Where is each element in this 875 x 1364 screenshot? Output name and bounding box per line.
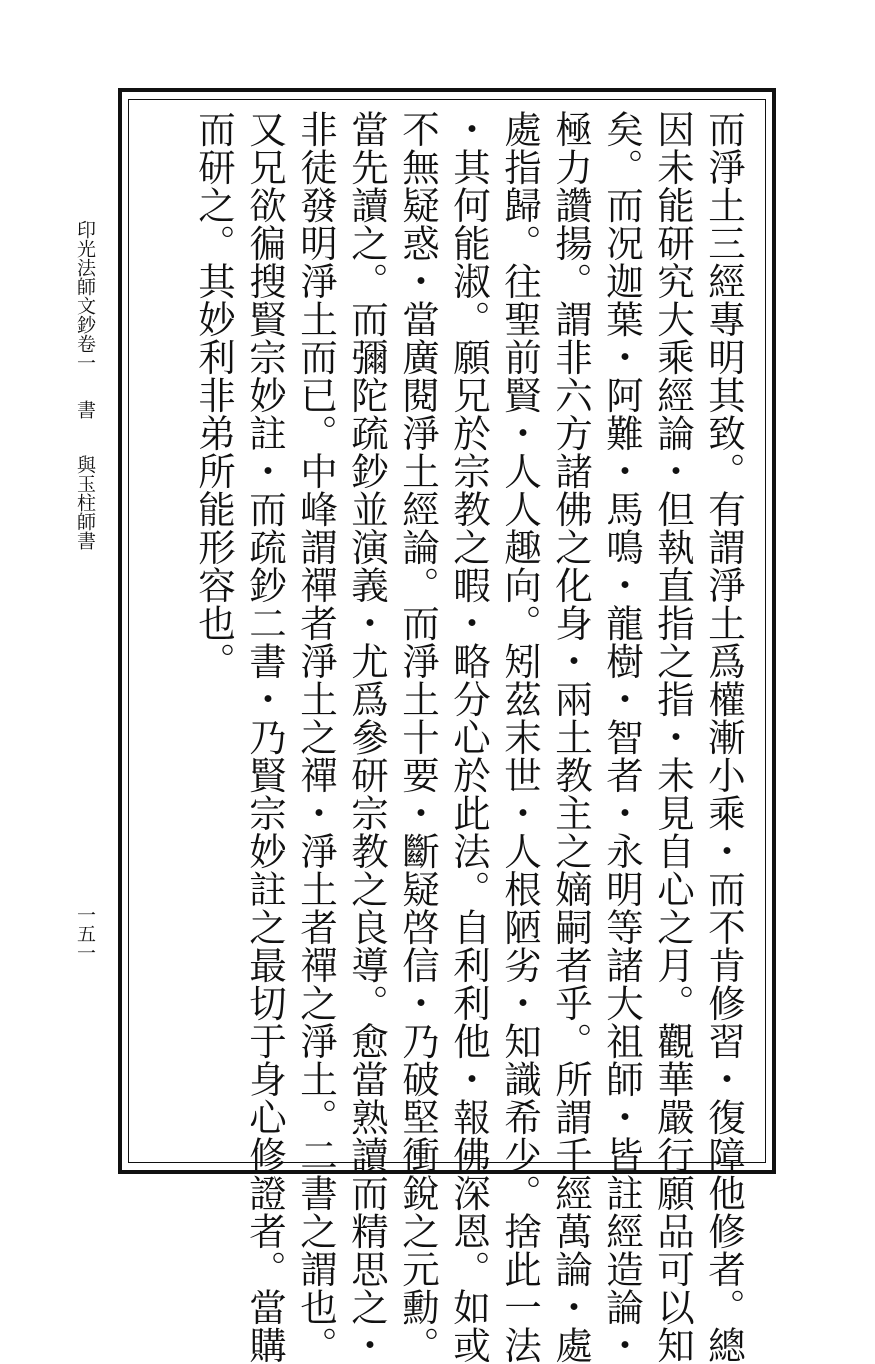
section-label: 書 xyxy=(74,400,96,419)
page-number: 一五一 xyxy=(74,905,96,962)
text-column: 極力讚揚。謂非六方諸佛之化身・兩土教主之嫡嗣者乎。所謂千經萬論・處 xyxy=(549,110,593,1364)
text-column: 非徒發明淨土而已。中峰謂禪者淨土之禪・淨土者禪之淨土。二書之謂也。 xyxy=(294,110,338,1364)
text-column: 矣。而况迦葉・阿難・馬鳴・龍樹・智者・永明等諸大祖師・皆註經造論・ xyxy=(600,110,644,1364)
text-column: 當先讀之。而彌陀疏鈔並演義・尤爲參研宗教之良導。愈當熟讀而精思之・ xyxy=(345,110,389,1364)
text-column: 因未能研究大乘經論・但執直指之指・未見自心之月。觀華嚴行願品可以知 xyxy=(651,110,695,1364)
text-column: 不無疑惑・當廣閱淨土經論。而淨土十要・斷疑啓信・乃破堅衝銳之元勳。 xyxy=(396,110,440,1364)
text-column: 而研之。其妙利非弟所能形容也。 xyxy=(192,110,236,680)
text-column: 處指歸。往聖前賢・人人趣向。矧茲末世・人根陋劣・知識希少。捨此一法 xyxy=(498,110,542,1364)
text-column: 而淨土三經專明其致。有謂淨土爲權漸小乘・而不肯修習・復障他修者。總 xyxy=(702,110,746,1364)
book-title: 印光法師文鈔卷一 xyxy=(74,220,96,372)
text-column: 又兄欲徧搜賢宗妙註・而疏鈔二書・乃賢宗妙註之最切于身心修證者。當購 xyxy=(243,110,287,1364)
letter-title: 與玉柱師書 xyxy=(74,455,96,550)
text-column: ・其何能淑。願兄於宗教之暇・略分心於此法。自利利他・報佛深恩。如或 xyxy=(447,110,491,1364)
